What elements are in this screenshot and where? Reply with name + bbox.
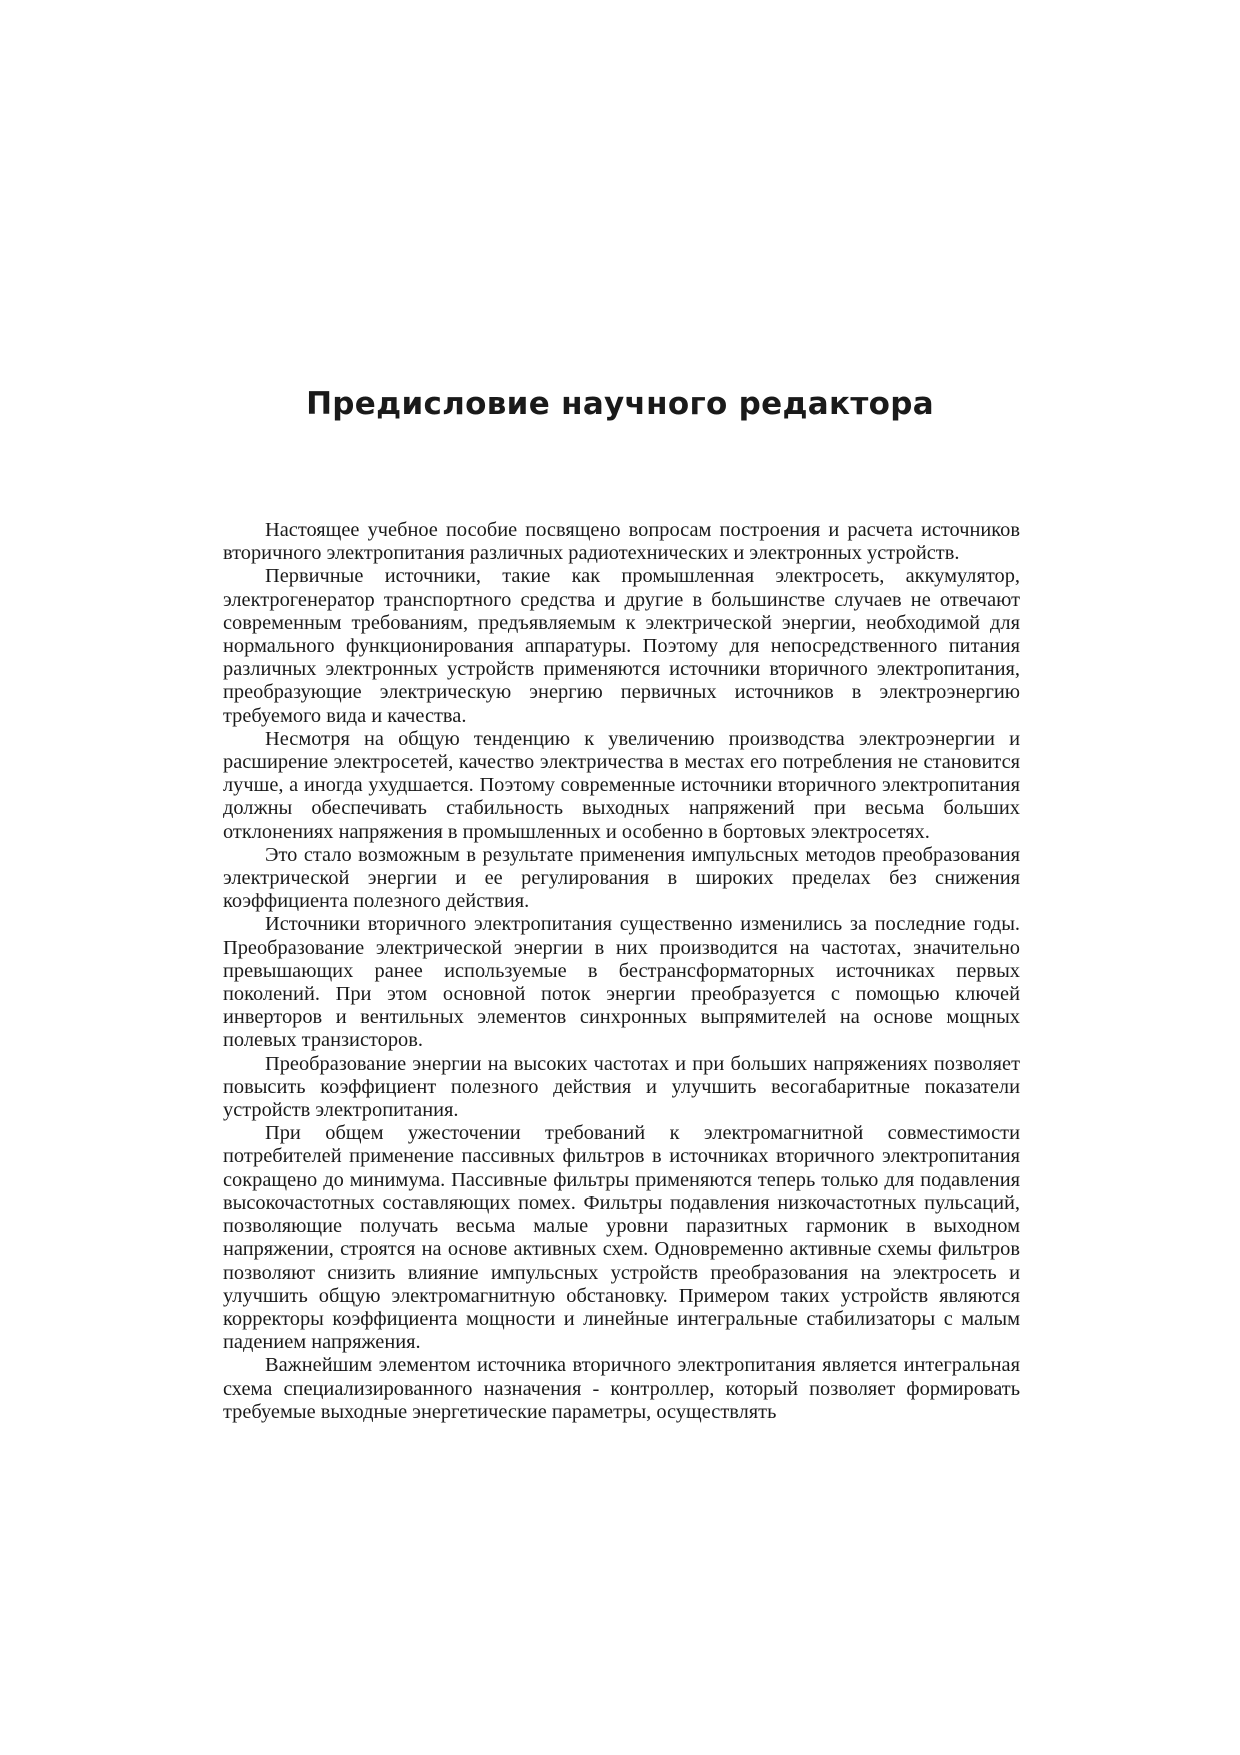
paragraph-5: Источники вторичного электропитания существенно изменились за последние годы. Преобразование электрической энергии в них производится на частотах, значительно превышающих ранее используемые в бестрансформаторных источниках первых поколений. При этом основной поток энергии преобразуется с помощью ключей инверторов и вентильных элементов синхронных выпрямителей на основе мощных полевых транзисторов. — [223, 913, 1020, 1052]
paragraph-2: Первичные источники, такие как промышленная электросеть, аккумулятор, электрогенератор транспортного средства и другие в большинстве случаев не отвечают современным требованиям, предъявляемым к электрической энергии, необходимой для нормального функционирования аппаратуры. Поэтому для непосредственного питания различных электронных устройств применяются источники вторичного электропитания, преобразующие электрическую энергию первичных источников в электроэнергию требуемого вида и качества. — [223, 565, 1020, 727]
body-text — [223, 519, 1020, 1424]
paragraph-8: Важнейшим элементом источника вторичного электропитания является интегральная схема специализированного назначения - контроллер, который позволяет формировать требуемые выходные энергетические параметры, осуществлять — [223, 1354, 1020, 1423]
paragraph-1: Настоящее учебное пособие посвящено вопросам построения и расчета источников вторичного электропитания различных радиотехнических и электронных устройств. — [223, 519, 1020, 565]
paragraph-3: Несмотря на общую тенденцию к увеличению производства электроэнергии и расширение электросетей, качество электричества в местах его потребления не становится лучше, а иногда ухудшается. Поэтому современные источники вторичного электропитания должны обеспечивать стабильность выходных напряжений при весьма больших отклонениях напряжения в промышленных и особенно в бортовых электросетях. — [223, 727, 1020, 843]
paragraph-4: Это стало возможным в результате применения импульсных методов преобразования электрической энергии и ее регулирования в широких пределах без снижения коэффициента полезного действия. — [223, 843, 1020, 913]
paragraph-6: Преобразование энергии на высоких частотах и при больших напряжениях позволяет повысить коэффициент полезного действия и улучшить весогабаритные показатели устройств электропитания. — [223, 1052, 1020, 1122]
page-title: Предисловие научного редактора — [306, 386, 934, 422]
paragraph-7: При общем ужесточении требований к электромагнитной совместимости потребителей применение пассивных фильтров в источниках вторичного электропитания сокращено до минимума. Пассивные фильтры применяются теперь только для подавления высокочастотных составляющих помех. Фильтры подавления низкочастотных пульсаций, позволяющие получать весьма малые уровни паразитных гармоник в выходном напряжении, строятся на основе активных схем. Одновременно активные схемы фильтров позволяют снизить влияние импульсных устройств преобразования на электросеть и улучшить общую электромагнитную обстановку. Примером таких устройств являются корректоры коэффициента мощности и линейные интегральные стабилизаторы с малым падением напряжения. — [223, 1122, 1020, 1354]
